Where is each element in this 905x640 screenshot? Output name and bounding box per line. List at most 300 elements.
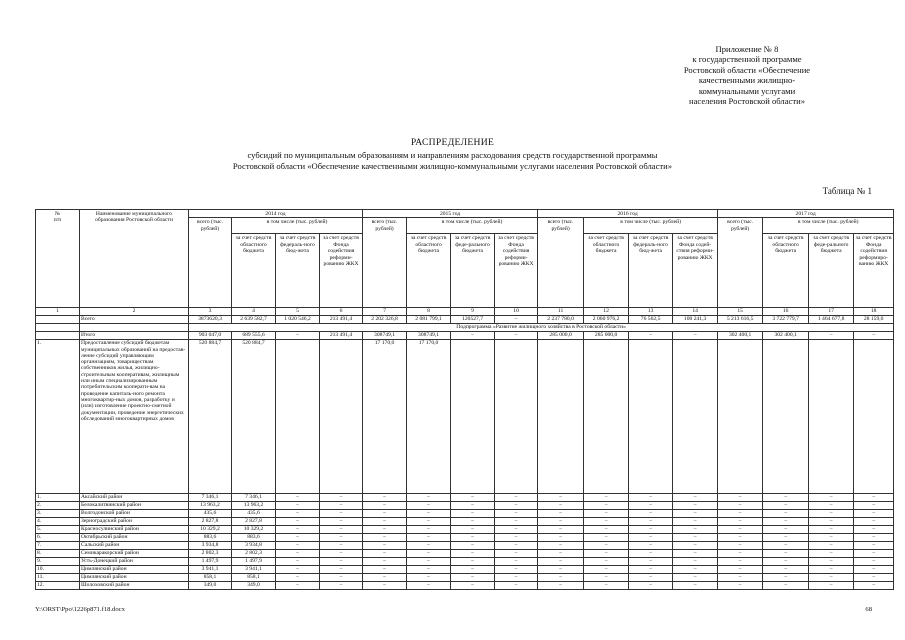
column-number: 11 (538, 308, 584, 316)
dash-cell: – (276, 558, 320, 566)
dash-cell: – (718, 574, 763, 582)
dash-cell: – (718, 582, 763, 590)
district-cell: 349,0 (189, 582, 232, 590)
dash-cell: – (584, 510, 629, 518)
district-cell: 883,6 (232, 534, 276, 542)
dash-cell: – (584, 574, 629, 582)
total-cell: 5 213 616,5 (718, 316, 763, 324)
dash-cell: – (451, 494, 495, 502)
dash-cell: – (276, 574, 320, 582)
district-cell: 2 827,8 (189, 518, 232, 526)
dash-cell: – (584, 534, 629, 542)
total-cell: 120527,7 (451, 316, 495, 324)
appendix-line: коммунальными услугами (698, 85, 796, 96)
dash-cell: – (276, 542, 320, 550)
district-cell: 11. (36, 574, 80, 582)
dash-cell: – (320, 502, 363, 510)
district-cell: 10. (36, 566, 80, 574)
dash-cell: – (809, 510, 854, 518)
dash-cell: – (584, 518, 629, 526)
dash-cell: – (809, 502, 854, 510)
table-row (36, 510, 894, 518)
total-cell: 3873620,3 (189, 316, 232, 324)
dash-cell: – (363, 494, 407, 502)
dash-cell: – (407, 534, 451, 542)
header-total-2017: всего (тыс. рублей) (718, 218, 763, 308)
dash-cell: – (673, 534, 718, 542)
dash-cell: – (451, 542, 495, 550)
dash-cell: – (276, 494, 320, 502)
column-number: 5 (276, 308, 320, 316)
dash-cell: – (718, 550, 763, 558)
district-cell: 7 346,1 (232, 494, 276, 502)
dash-cell: – (451, 534, 495, 542)
header-sub: за счет средств Фонда содействия реформи-рованию ЖКХ (320, 234, 363, 308)
dash-cell: – (276, 582, 320, 590)
dash-cell: – (276, 534, 320, 542)
district-cell: 1 497,9 (232, 558, 276, 566)
total-cell: 2 060 976,2 (584, 316, 629, 324)
district-cell: 2 827,8 (232, 518, 276, 526)
dash-cell: – (451, 518, 495, 526)
dash-cell: – (673, 558, 718, 566)
itogo-cell: – (629, 332, 673, 340)
district-cell: 1 497,9 (189, 558, 232, 566)
itogo-cell: 285 000,0 (584, 332, 629, 340)
district-name: Цимлянский район (80, 566, 189, 574)
header-total-2016: всего (тыс. рублей) (538, 218, 584, 308)
dash-cell: – (320, 526, 363, 534)
dash-cell: – (584, 558, 629, 566)
dash-cell: – (629, 558, 673, 566)
dash-cell: – (276, 502, 320, 510)
dash-cell: – (407, 582, 451, 590)
column-number: 8 (407, 308, 451, 316)
dash-cell: – (407, 526, 451, 534)
dash-cell: – (673, 526, 718, 534)
dash-cell: – (451, 566, 495, 574)
dash-cell: – (495, 526, 538, 534)
district-name: Сальский район (80, 542, 189, 550)
item-description: Предоставление субсидий бюджетам муниципальных образований на предостав-ление субсидий управляющим организациям, товариществам собственников жилья, жилищно-строительным кооперативам, жилищным или иным специализированным потребительским кооперати-вам на проведение капиталь-ного ремонта многоквартир-ных домов, разработку и (или) изготовление проектно-сметной документации, проведение энергетических обследований многоквартирных домов (80, 340, 189, 494)
dash-cell: – (320, 534, 363, 542)
item-cell (809, 340, 854, 494)
table-row (36, 502, 894, 510)
table-row (36, 542, 894, 550)
total-cell (36, 316, 80, 324)
appendix-line: Приложение № 8 (715, 44, 779, 54)
column-number: 15 (718, 308, 763, 316)
district-cell: 10 329,2 (189, 526, 232, 534)
dash-cell: – (584, 542, 629, 550)
itogo-cell: 689 555,6 (232, 332, 276, 340)
dash-cell: – (407, 550, 451, 558)
dash-cell: – (320, 558, 363, 566)
dash-cell: – (363, 574, 407, 582)
table-row (36, 558, 894, 566)
dash-cell: – (407, 518, 451, 526)
appendix-line: качественными жилищно- (698, 75, 796, 86)
dash-cell: – (584, 566, 629, 574)
title-line-3: Ростовской области «Обеспечение качественными жилищно-коммунальными услугами населения Ростовской области» (232, 161, 673, 171)
header-incl-2017: в том числе (тыс. рублей) (763, 218, 894, 234)
dash-cell: – (320, 574, 363, 582)
district-name: Зерноградский район (80, 518, 189, 526)
column-number: 2 (80, 308, 189, 316)
dash-cell: – (854, 558, 894, 566)
dash-cell: – (718, 558, 763, 566)
dash-cell: – (718, 502, 763, 510)
appendix-block (627, 44, 867, 106)
column-number: 13 (629, 308, 673, 316)
dash-cell: – (451, 558, 495, 566)
dash-cell: – (854, 526, 894, 534)
total-cell: 2 202 326,8 (363, 316, 407, 324)
appendix-line: к государственной программе (692, 54, 802, 65)
dash-cell: – (629, 574, 673, 582)
dash-cell: – (538, 550, 584, 558)
dash-cell: – (451, 510, 495, 518)
item-cell (718, 340, 763, 494)
header-sub: за счет средств федераль-ного бюд-жета (276, 234, 320, 308)
dash-cell: – (451, 550, 495, 558)
dash-cell: – (854, 534, 894, 542)
header-year-2017: 2017 год (718, 210, 894, 218)
dash-cell: – (718, 510, 763, 518)
item-cell (629, 340, 673, 494)
table-number: Таблица № 1 (822, 186, 872, 196)
dash-cell: – (673, 566, 718, 574)
dash-cell: – (763, 542, 809, 550)
table-row (36, 526, 894, 534)
header-sub: за счет средств Фонда содействия реформиро-ванию ЖКХ (854, 234, 894, 308)
dash-cell: – (495, 494, 538, 502)
header-year-2016: 2016 год (538, 210, 718, 218)
dash-cell: – (320, 542, 363, 550)
dash-cell: – (854, 574, 894, 582)
table-row (36, 518, 894, 526)
subprogram-title: Подпрограмма «Развитие жилищного хозяйства в Ростовской области» (189, 324, 894, 332)
item-cell: 520 884,7 (189, 340, 232, 494)
dash-cell: – (718, 494, 763, 502)
dash-cell: – (363, 534, 407, 542)
itogo-cell: – (854, 332, 894, 340)
district-cell: 13 963,2 (232, 502, 276, 510)
table-row (36, 534, 894, 542)
district-cell: 5. (36, 526, 80, 534)
district-cell: 858,1 (232, 574, 276, 582)
district-cell: 8. (36, 550, 80, 558)
dash-cell: – (584, 526, 629, 534)
dash-cell: – (451, 502, 495, 510)
dash-cell: – (538, 566, 584, 574)
column-numbers-row (36, 308, 894, 316)
dash-cell: – (538, 494, 584, 502)
column-number: 4 (232, 308, 276, 316)
dash-cell: – (809, 526, 854, 534)
dash-cell: – (363, 510, 407, 518)
dash-cell: – (363, 566, 407, 574)
header-sub: за счет средств областного бюджета (232, 234, 276, 308)
dash-cell: – (854, 502, 894, 510)
column-number: 10 (495, 308, 538, 316)
itogo-cell: – (451, 332, 495, 340)
column-number: 9 (451, 308, 495, 316)
dash-cell: – (538, 526, 584, 534)
column-number: 17 (809, 308, 854, 316)
distribution-table (35, 209, 894, 590)
item-cell (276, 340, 320, 494)
dash-cell: – (407, 566, 451, 574)
total-cell: Всего (80, 316, 189, 324)
dash-cell: – (495, 566, 538, 574)
dash-cell: – (584, 502, 629, 510)
dash-cell: – (495, 502, 538, 510)
dash-cell: – (276, 510, 320, 518)
table-row (36, 550, 894, 558)
subprogram-row (36, 324, 894, 332)
header-sub: за счет средств Фонда содей-ствия реформи-рованию ЖКХ (673, 234, 718, 308)
title-line-2: субсидий по муниципальным образованиям и направлениям расходования средств государственной программы (247, 150, 658, 160)
dash-cell: – (276, 518, 320, 526)
dash-cell: – (673, 550, 718, 558)
dash-cell: – (451, 574, 495, 582)
dash-cell: – (673, 574, 718, 582)
dash-cell: – (854, 510, 894, 518)
itogo-cell: 285 000,0 (538, 332, 584, 340)
dash-cell: – (407, 510, 451, 518)
table-row (36, 574, 894, 582)
dash-cell: – (538, 582, 584, 590)
district-cell: 4. (36, 518, 80, 526)
district-cell: 3 941,1 (232, 566, 276, 574)
header-sub: за счет средств федераль-ного бюд-жета (629, 234, 673, 308)
dash-cell: – (809, 582, 854, 590)
item-cell (854, 340, 894, 494)
dash-cell: – (629, 550, 673, 558)
item-cell (451, 340, 495, 494)
dash-cell: – (584, 494, 629, 502)
column-number: 7 (363, 308, 407, 316)
dash-cell: – (451, 582, 495, 590)
dash-cell: – (538, 574, 584, 582)
total-cell: 1 464 677,8 (809, 316, 854, 324)
total-cell: – (495, 316, 538, 324)
dash-cell: – (538, 542, 584, 550)
dash-cell: – (320, 566, 363, 574)
total-cell: 76 562,5 (629, 316, 673, 324)
dash-cell: – (276, 550, 320, 558)
dash-cell: – (718, 542, 763, 550)
total-cell: 1 020 546,2 (276, 316, 320, 324)
header-name: Наименование муниципального образования Ростовской области (80, 210, 189, 308)
dash-cell: – (363, 542, 407, 550)
column-number: 14 (673, 308, 718, 316)
dash-cell: – (854, 494, 894, 502)
table-row (36, 566, 894, 574)
dash-cell: – (673, 582, 718, 590)
district-cell: 7. (36, 542, 80, 550)
table-row (36, 582, 894, 590)
dash-cell: – (629, 534, 673, 542)
district-cell: 3 934,8 (232, 542, 276, 550)
dash-cell: – (763, 502, 809, 510)
dash-cell: – (809, 542, 854, 550)
dash-cell: – (495, 542, 538, 550)
item-1-row (36, 340, 894, 494)
district-name: Аксайский район (80, 494, 189, 502)
header-sub: за счет средств феде-рального бюджета (451, 234, 495, 308)
dash-cell: – (407, 558, 451, 566)
dash-cell: – (538, 502, 584, 510)
dash-cell: – (363, 526, 407, 534)
dash-cell: – (495, 550, 538, 558)
dash-cell: – (763, 558, 809, 566)
district-cell: 9. (36, 558, 80, 566)
dash-cell: – (584, 582, 629, 590)
dash-cell: – (763, 566, 809, 574)
item-cell: 520 884,7 (232, 340, 276, 494)
dash-cell: – (809, 558, 854, 566)
header-total-2014: всего (тыс. рублей) (189, 218, 232, 308)
district-name: Октябрьский район (80, 534, 189, 542)
dash-cell: – (673, 510, 718, 518)
district-cell: 2 802,3 (232, 550, 276, 558)
dash-cell: – (718, 526, 763, 534)
dash-cell: – (673, 542, 718, 550)
dash-cell: – (854, 582, 894, 590)
district-cell: 12. (36, 582, 80, 590)
dash-cell: – (809, 494, 854, 502)
header-incl-2014: в том числе (тыс. рублей) (232, 218, 363, 234)
total-cell: 213 491,4 (320, 316, 363, 324)
itogo-cell: 213 491,4 (320, 332, 363, 340)
dash-cell: – (276, 526, 320, 534)
title-main: РАСПРЕДЕЛЕНИЕ (410, 137, 495, 148)
dash-cell: – (495, 574, 538, 582)
dash-cell: – (538, 534, 584, 542)
dash-cell: – (320, 582, 363, 590)
dash-cell: – (363, 550, 407, 558)
district-name: Белокалитвинский район (80, 502, 189, 510)
dash-cell: – (763, 534, 809, 542)
dash-cell: – (673, 494, 718, 502)
district-cell: 883,6 (189, 534, 232, 542)
district-name: Шолоховский район (80, 582, 189, 590)
total-cell: 3 722 779,7 (763, 316, 809, 324)
dash-cell: – (495, 558, 538, 566)
district-cell: 349,0 (232, 582, 276, 590)
district-cell: 2 802,3 (189, 550, 232, 558)
total-cell: 2 237 780,0 (538, 316, 584, 324)
itogo-cell: 308749,1 (363, 332, 407, 340)
dash-cell: – (629, 526, 673, 534)
header-year-2014: 2014 год (189, 210, 363, 218)
header-sub: за счет средств областного бюджета (407, 234, 451, 308)
dash-cell: – (495, 518, 538, 526)
page-number: 68 (865, 606, 872, 613)
item-cell (495, 340, 538, 494)
dash-cell: – (495, 510, 538, 518)
dash-cell: – (854, 542, 894, 550)
dash-cell: – (763, 582, 809, 590)
district-cell: 3 941,1 (189, 566, 232, 574)
dash-cell: – (538, 510, 584, 518)
dash-cell: – (276, 566, 320, 574)
cell (36, 324, 80, 332)
total-row (36, 316, 894, 324)
dash-cell: – (718, 534, 763, 542)
dash-cell: – (854, 550, 894, 558)
header-num: № п/п (36, 210, 80, 308)
item-cell (320, 340, 363, 494)
district-cell: 435,6 (232, 510, 276, 518)
item-cell: 1. (36, 340, 80, 494)
dash-cell: – (763, 574, 809, 582)
header-year-2015: 2015 год (363, 210, 538, 218)
column-number: 3 (189, 308, 232, 316)
dash-cell: – (718, 566, 763, 574)
total-cell: 28 159,0 (854, 316, 894, 324)
dash-cell: – (407, 574, 451, 582)
dash-cell: – (629, 542, 673, 550)
itogo-cell: 903 047,0 (189, 332, 232, 340)
itogo-cell: Итого (80, 332, 189, 340)
total-cell: 100 241,3 (673, 316, 718, 324)
appendix-line: Ростовской области «Обеспечение (683, 64, 811, 75)
dash-cell: – (320, 494, 363, 502)
dash-cell: – (320, 550, 363, 558)
dash-cell: – (809, 566, 854, 574)
dash-cell: – (629, 494, 673, 502)
district-cell: 6. (36, 534, 80, 542)
district-name: Усть-Донецкий район (80, 558, 189, 566)
dash-cell: – (673, 518, 718, 526)
appendix-line: населения Ростовской области» (688, 96, 805, 107)
header-sub: за счет средств областного бюджета (763, 234, 809, 308)
item-cell: 17 170,0 (407, 340, 451, 494)
dash-cell: – (495, 582, 538, 590)
itogo-cell: 302 400,1 (763, 332, 809, 340)
cell (80, 324, 189, 332)
header-sub: за счет средств Фонда содействия реформи-рованию ЖКХ (495, 234, 538, 308)
header-total-2015: всего (тыс. рублей) (363, 218, 407, 308)
district-name: Красносулинский район (80, 526, 189, 534)
district-cell: 435,6 (189, 510, 232, 518)
dash-cell: – (538, 558, 584, 566)
dash-cell: – (809, 518, 854, 526)
dash-cell: – (538, 518, 584, 526)
district-cell: 1. (36, 494, 80, 502)
district-name: Семикаракорский район (80, 550, 189, 558)
dash-cell: – (809, 534, 854, 542)
dash-cell: – (718, 518, 763, 526)
dash-cell: – (407, 502, 451, 510)
column-number: 12 (584, 308, 629, 316)
dash-cell: – (763, 550, 809, 558)
header-incl-2016: в том числе (тыс. рублей) (584, 218, 718, 234)
dash-cell: – (363, 518, 407, 526)
itogo-cell: 308749,1 (407, 332, 451, 340)
dash-cell: – (363, 582, 407, 590)
district-cell: 2. (36, 502, 80, 510)
total-cell: 2 639 582,7 (232, 316, 276, 324)
district-cell: 3 934,8 (189, 542, 232, 550)
dash-cell: – (854, 566, 894, 574)
dash-cell: – (629, 582, 673, 590)
dash-cell: – (584, 550, 629, 558)
total-cell: 2 081 799,1 (407, 316, 451, 324)
